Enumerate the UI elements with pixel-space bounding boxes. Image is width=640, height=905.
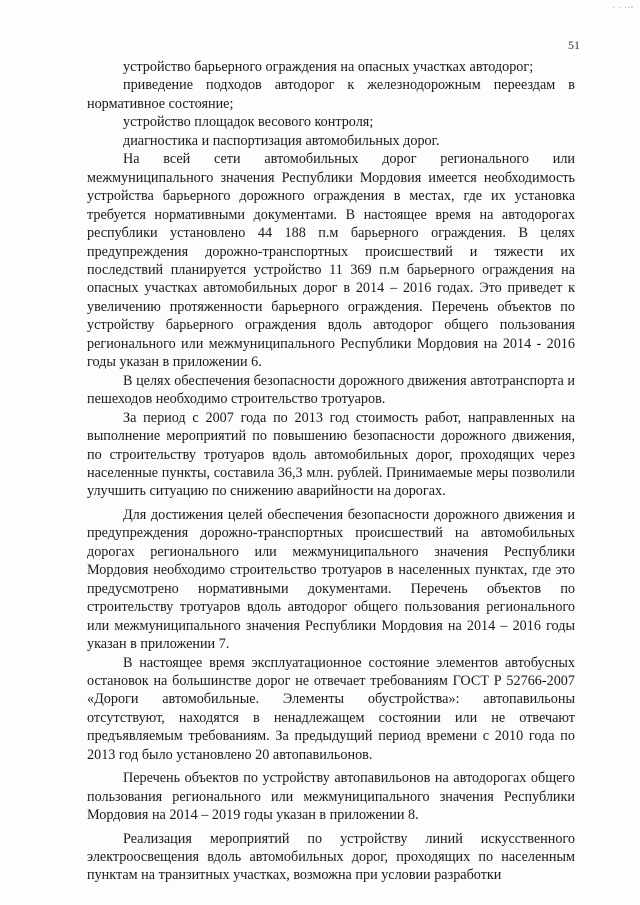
paragraph: На всей сети автомобильных дорог регионального или межмуниципального значения Республики Мордовия имеется необходимость устройства барьерного дорожного ограждения в местах, где их установка требуется нормативными документами. В настоящее время на автодорогах республики установлено 44 188 п.м барьерного ограждения. В целях предупреждения дорожно-транспортных происшествий и тяжести их последствий планируется устройство 11 369 п.м барьерного ограждения на опасных участках автомобильных дорог в 2014 – 2016 годах. Это приведет к увеличению протяженности барьерного ограждения. Перечень объектов по устройству барьерного ограждения вдоль автодорог общего пользования регионального или межмуниципального Республики Мордовия на 2014 - 2016 годы указан в приложении 6.: [87, 151, 575, 371]
paragraph: приведение подходов автодорог к железнодорожным переездам в нормативное состояние;: [87, 77, 575, 112]
paragraph: Перечень объектов по устройству автопавильонов на автодорогах общего пользования регионального или межмуниципального значения Республики Мордовия на 2014 – 2019 годы указан в приложении 8.: [87, 770, 575, 824]
paragraph: Реализация мероприятий по устройству линий искусственного электроосвещения вдоль автомобильных дорог, проходящих по населенным пунктам на транзитных участках, возможна при условии разработки: [87, 830, 575, 884]
paragraph: В настоящее время эксплуатационное состояние элементов автобусных остановок на большинстве дорог не отвечает требованиям ГОСТ Р 52766-2007 «Дороги автомобильные. Элементы обустройства»: автопавильоны отсутствуют, находятся в ненадлежащем состоянии или не отвечают предъявляемым требованиям. За предыдущий период времени с 2010 года по 2013 год было установлено 20 автопавильонов.: [87, 654, 575, 763]
paragraph: устройство площадок весового контроля;: [123, 114, 374, 131]
paragraph: Для достижения целей обеспечения безопасности дорожного движения и предупреждения дорожно-транспортных происшествий на автомобильных дорогах регионального или межмуниципального значения Республики Мордовия необходимо строительство тротуаров в населенных пунктах, где это предусмотрено нормативными документами. Перечень объектов по строительству тротуаров вдоль автодорог общего пользования регионального или межмуниципального значения Республики Мордовия на 2014 – 2016 годы указан в приложении 7.: [87, 506, 575, 653]
scan-mark: · · ··ᵉ: [612, 4, 634, 12]
paragraph: диагностика и паспортизация автомобильных дорог.: [123, 132, 440, 149]
paragraph: В целях обеспечения безопасности дорожного движения автотранспорта и пешеходов необходимо строительство тротуаров.: [87, 372, 575, 408]
page-number: 51: [568, 38, 580, 52]
paragraph: За период с 2007 года по 2013 год стоимость работ, направленных на выполнение мероприятий по повышению безопасности дорожного движения, по строительству тротуаров вдоль автомобильных дорог, проходящих через населенные пункты, составила 36,3 млн. рублей. Принимаемые меры позволили улучшить ситуацию по снижению аварийности на дорогах.: [87, 409, 575, 500]
paragraph: устройство барьерного ограждения на опасных участках автодорог;: [123, 59, 534, 75]
document-body: [87, 58, 575, 885]
